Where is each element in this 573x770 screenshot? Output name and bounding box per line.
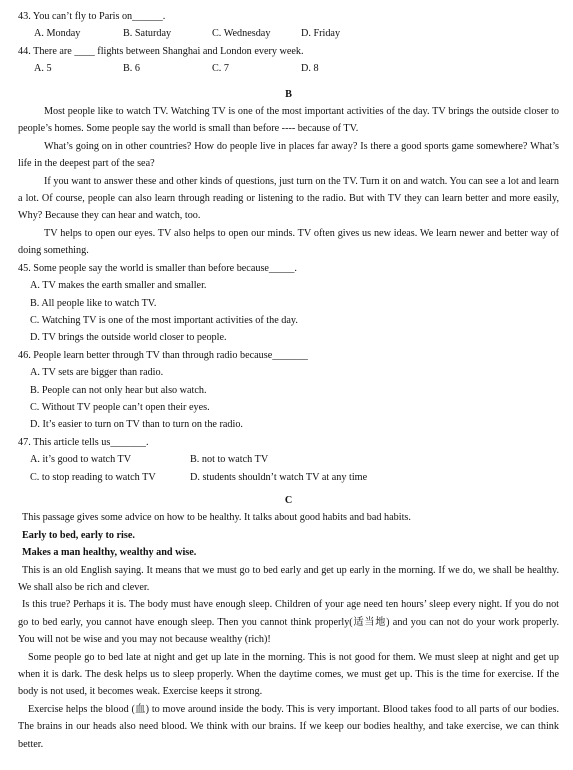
q47-option-c: C. to stop reading to watch TV (30, 471, 156, 483)
q45-option-d: D. TV brings the outside world closer to people. (30, 332, 227, 344)
section-c-paragraph-4: Exercise helps the blood (血) to move around inside the body. This is very important. Blood takes food to all parts of our bodies. The brains in our heads also need blood. We think with our brains. If we keep our bodies healthy, and take exercise, we can think better. (18, 703, 559, 750)
section-c-paragraph-1: This is an old English saying. It means that we must go to bed early and get up early in the morning. If we do, we shall be healthy. We shall also be rich and clever. (18, 564, 559, 593)
q46-stem: 46. People learn better through TV than through radio because_______ (18, 349, 308, 361)
q47-option-d: D. students shouldn’t watch TV at any time (190, 471, 368, 483)
q45-stem: 45. Some people say the world is smaller than before because_____. (18, 262, 297, 274)
q47-option-a: A. it’s good to watch TV (30, 454, 132, 466)
q46-option-b: B. People can not only hear but also watch. (30, 384, 207, 396)
section-c-saying-2: Makes a man healthy, wealthy and wise. (22, 547, 197, 559)
q44-stem: 44. There are ____ flights between Shanghai and London every week. (18, 45, 304, 57)
q43-stem: 43. You can’t fly to Paris on______. (18, 11, 166, 22)
q46-option-d: D. It’s easier to turn on TV than to turn on the radio. (30, 419, 243, 431)
q47-stem: 47. This article tells us_______. (18, 436, 149, 448)
q44-option-c: C. 7 (212, 63, 229, 75)
section-b-paragraph-3: If you want to answer these and other kinds of questions, just turn on the TV. Turn it on and watch. You can see a lot and learn a lot. Of course, people can also learn through reading or listening to the radio. But with TV they can learn better and more easily, Why? Because they can hear and watch, too. (18, 175, 559, 222)
q43-option-a: A. Monday (34, 28, 81, 40)
section-c-intro: This passage gives some advice on how to be healthy. It talks about good habits and bad habits. (22, 512, 411, 524)
q44-options (18, 60, 559, 77)
section-c-paragraph-2: Is this true? Perhaps it is. The body must have enough sleep. Children of your age need ten hours’ sleep every night. If you do not go to bed early, you cannot have enough sleep. Then you cannot think properly(适当地) and you can not do your work properly. You will not be wise and you may not because wealthy (rich)! (18, 599, 559, 646)
q46-option-a: A. TV sets are bigger than radio. (30, 367, 164, 379)
section-b-paragraph-1: Most people like to watch TV. Watching TV is one of the most important activities of the day. TV brings the outside closer to people’s homes. Some people say the world is small than before ---- because of TV. (18, 106, 559, 135)
q45-option-a: A. TV makes the earth smaller and smaller. (30, 280, 207, 292)
q45-option-b: B. All people like to watch TV. (30, 297, 157, 309)
section-b-paragraph-4: TV helps to open our eyes. TV also helps to open our minds. TV often gives us new ideas. We learn newer and better way of doing something. (18, 227, 559, 257)
q43-option-b: B. Saturday (123, 28, 172, 40)
section-b-paragraph-2: What’s going on in other countries? How do people live in places far away? Is there a good sports game somewhere? What’s life in the deepest part of the sea? (18, 140, 559, 170)
section-b-title: B (285, 88, 292, 100)
q43-option-c: C. Wednesday (212, 28, 271, 40)
q43-option-d: D. Friday (301, 28, 341, 40)
section-c-paragraph-3: Some people go to bed late at night and get up late in the morning. This is not good for them. We must sleep at night and get up when it is dark. The desk helps us to sleep properly. When the daytime comes, we must get up. This is the time for exercise. If the body is not used, it becomes weak. Exercise keeps it strong. (18, 651, 559, 698)
section-c-title: C (284, 494, 293, 506)
q45-option-c: C. Watching TV is one of the most important activities of the day. (30, 314, 298, 326)
q46-option-c: C. Without TV people can’t open their eyes. (30, 401, 210, 413)
q47-options-row-2 (18, 469, 559, 486)
q44-option-b: B. 6 (123, 63, 140, 75)
q43-options (18, 25, 559, 42)
section-c-saying-1: Early to bed, early to rise. (22, 529, 135, 541)
q47-option-b: B. not to watch TV (190, 454, 269, 466)
q44-option-a: A. 5 (34, 63, 52, 75)
q47-options-row-1 (18, 451, 559, 468)
q44-option-d: D. 8 (301, 63, 319, 75)
